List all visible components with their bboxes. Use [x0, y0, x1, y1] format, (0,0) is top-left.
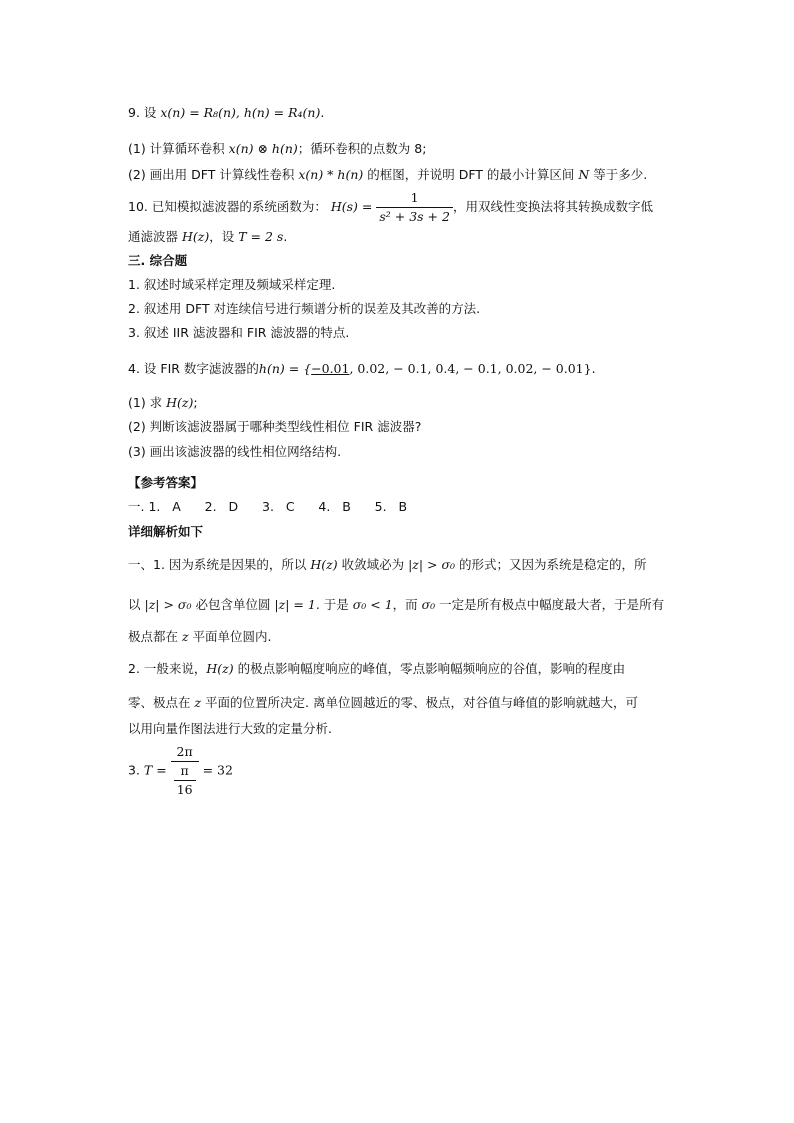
q10-stem: 10. 已知模拟滤波器的系统函数为： H(s) = $\frac{1}{\text{s² + 3s + 2}}$ ，用双线性变换法将其转换成数字低 [128, 190, 653, 224]
answers-line: 一. 1. A 2. D 3. C 4. B 5. B [128, 499, 408, 514]
analysis-3: 3. T = $\frac{2\pi}{\frac{\pi}{16}}$ = 32 [128, 744, 233, 797]
analysis-1-line1: 一、1. 因为系统是因果的，所以 H(z) 收敛域必为 |z| > σ₀ 的形式；又因为系统是稳定的，所 [128, 557, 647, 572]
analysis-2-line3: 以用向量作图法进行大致的定量分析. [128, 721, 332, 736]
section3-item-1: 1. 叙述时域采样定理及频域采样定理. [128, 277, 336, 292]
q9-part1: (1) 计算循环卷积 x(n) ⊗ h(n)；循环卷积的点数为 8; [128, 141, 427, 156]
q9-part2: (2) 画出用 DFT 计算线性卷积 x(n) * h(n) 的框图，并说明 DFT 的最小计算区间 N 等于多少. [128, 167, 648, 182]
analysis-2-line2: 零、极点在 z 平面的位置所决定. 离单位圆越近的零、极点，对谷值与峰值的影响就越大，可 [128, 695, 638, 710]
analysis-3-inner-fraction: $\frac{\pi}{16}$ [174, 763, 196, 798]
analysis-1-line2: 以 |z| > σ₀ 必包含单位圆 |z| = 1. 于是 σ₀ < 1，而 σ₀ 一定是所有极点中幅度最大者，于是所有 [128, 597, 665, 612]
analysis-2-line1: 2. 一般来说，H(z) 的极点影响幅度响应的峰值，零点影响幅频响应的谷值，影响的程度由 [128, 661, 626, 676]
analysis-1-line3: 极点都在 z 平面单位圆内. [128, 629, 272, 644]
analysis-3-fraction: $\frac{2\pi}{\frac{\pi}{16}}$ [171, 744, 199, 798]
q9-stem: 9. 设 x(n) = R₈(n), h(n) = R₄(n). [128, 105, 325, 120]
section3-q4-part2: (2) 判断该滤波器属于哪种类型线性相位 FIR 滤波器? [128, 419, 422, 434]
q10-transfer-fraction: $\frac{1}{\text{s² + 3s + 2}}$ [376, 190, 453, 225]
answers-heading: 【参考答案】 [128, 475, 204, 490]
section3-item-3: 3. 叙述 IIR 滤波器和 FIR 滤波器的特点. [128, 325, 350, 340]
q10-line2: 通滤波器 H(z)，设 T = 2 s. [128, 229, 288, 244]
section3-q4-part1: (1) 求 H(z); [128, 395, 198, 410]
section3-heading: 三. 综合题 [128, 253, 188, 268]
analysis-heading: 详细解析如下 [128, 524, 204, 539]
section3-q4-stem: 4. 设 FIR 数字滤波器的h(n) = {−0.01, 0.02, − 0.1, 0.4, − 0.1, 0.02, − 0.01}. [128, 361, 596, 376]
section3-q4-part3: (3) 画出该滤波器的线性相位网络结构. [128, 444, 342, 459]
section3-item-2: 2. 叙述用 DFT 对连续信号进行频谱分析的误差及其改善的方法. [128, 301, 481, 316]
